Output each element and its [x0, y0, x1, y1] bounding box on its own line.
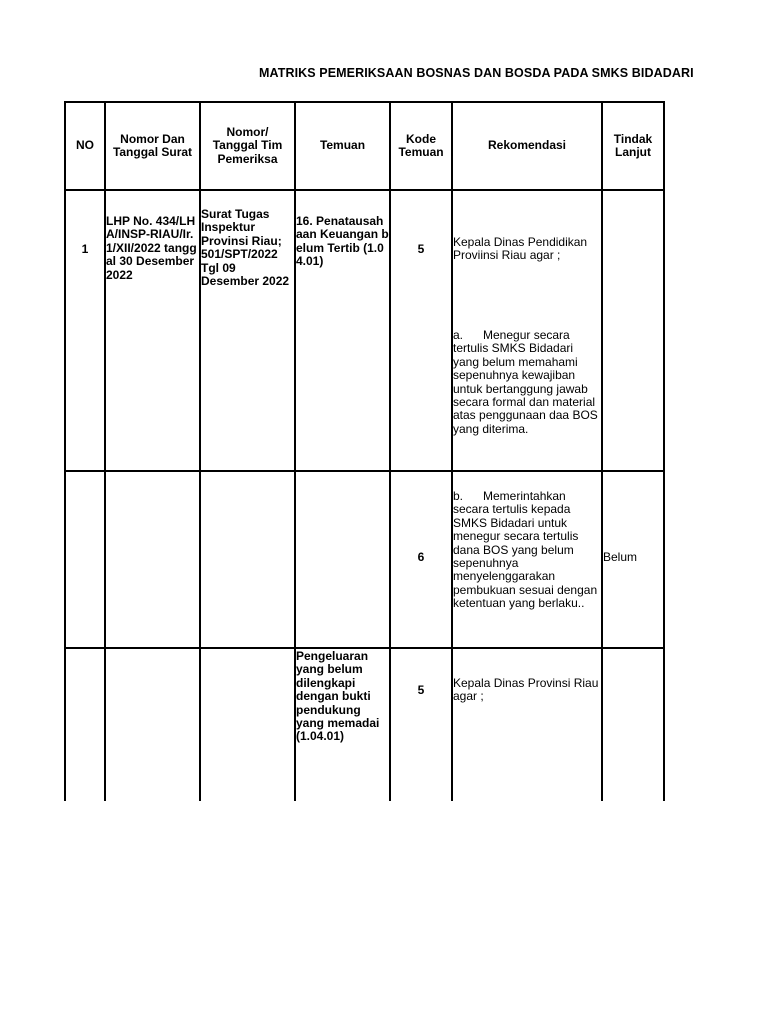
matrix-table	[64, 101, 665, 744]
row1-no: 1	[81, 242, 89, 256]
document-title: MATRIKS PEMERIKSAAN BOSNAS DAN BOSDA PADA SMKS BIDADARI	[259, 66, 694, 80]
header-temuan: Temuan	[319, 138, 366, 153]
grid-line	[663, 101, 665, 801]
row3-rekomendasi: Kepala Dinas Provinsi Riau agar ;	[453, 676, 599, 704]
row1-rekomendasi-a: a. Menegur secara tertulis SMKS Bidadari yang belum memahami sepenuhnya kewajiban untuk bertanggung jawab secara formal dan material atas penggunaan daa BOS yang diterima.	[453, 328, 602, 436]
row2-tindak-lanjut: Belum	[603, 550, 638, 564]
header-no: NO	[76, 138, 94, 153]
row1-nomor-surat: LHP No. 434/LHA/INSP-RIAU/Ir.1/XII/2022 tanggal 30 Desember 2022	[106, 214, 197, 282]
grid-line	[64, 101, 66, 801]
header-kode-temuan: Kode Temuan	[398, 131, 444, 159]
row1-rekomendasi-intro: Kepala Dinas Pendidikan Proviinsi Riau agar ;	[453, 235, 588, 263]
row2-kode-temuan: 6	[417, 550, 425, 564]
row1-temuan: 16. Penatausahaan Keuangan belum Tertib (1.04.01)	[296, 214, 389, 269]
row2-rekomendasi: b. Memerintahkan secara tertulis kepada SMKS Bidadari untuk menegur secara tertulis dana BOS yang belum sepenuhnya menyelenggarakan pembukuan sesuai dengan ketentuan yang berlaku..	[453, 489, 601, 611]
grid-line	[64, 189, 665, 191]
header-tindak-lanjut: Tindak Lanjut	[613, 131, 653, 159]
row1-kode-temuan: 5	[417, 242, 425, 256]
row3-kode-temuan: 5	[417, 683, 425, 697]
grid-line	[104, 101, 106, 801]
header-rekomendasi: Rekomendasi	[487, 138, 567, 153]
row1-tim-pemeriksa: Surat Tugas Inspektur Provinsi Riau; 501/SPT/2022 Tgl 09 Desember 2022	[201, 207, 290, 289]
grid-line	[601, 101, 603, 801]
grid-line	[199, 101, 201, 801]
grid-line	[64, 470, 665, 472]
table-grid	[64, 101, 666, 801]
row3-temuan: Pengeluaran yang belum dilengkapi dengan bukti pendukung yang memadai (1.04.01)	[296, 649, 380, 744]
header-nomor-dan-tanggal-surat: Nomor Dan Tanggal Surat	[112, 131, 193, 159]
header-nomor-tanggal-tim: Nomor/ Tanggal Tim Pemeriksa	[212, 124, 283, 166]
